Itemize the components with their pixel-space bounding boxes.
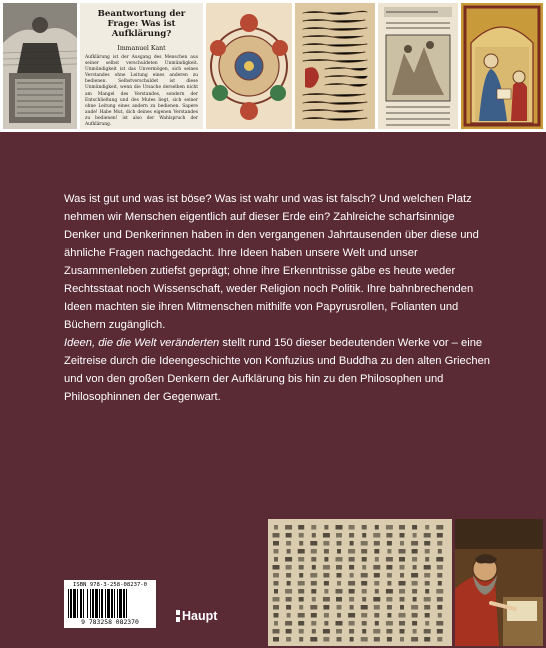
script-glyph — [311, 621, 316, 626]
script-glyph — [310, 573, 317, 578]
chinese-manuscript-image — [268, 519, 452, 646]
barcode-bar — [123, 589, 125, 618]
script-glyph — [399, 557, 405, 562]
script-glyph — [387, 541, 392, 546]
script-glyph — [298, 525, 304, 530]
script-glyph — [438, 581, 442, 586]
script-glyph — [386, 621, 393, 626]
script-glyph — [412, 549, 418, 554]
isbn-label: ISBN 978-3-258-08237-0 — [72, 582, 148, 588]
script-glyph — [437, 573, 442, 578]
illumination-image — [461, 3, 543, 129]
script-glyph — [350, 541, 354, 546]
script-glyph — [286, 605, 291, 610]
script-glyph — [349, 597, 354, 602]
script-glyph — [411, 541, 418, 546]
scholar-painting-picture — [455, 519, 543, 646]
script-glyph — [348, 549, 355, 554]
script-glyph — [361, 541, 368, 546]
script-glyph — [311, 525, 316, 530]
script-glyph — [424, 533, 431, 538]
script-glyph — [361, 613, 367, 618]
script-glyph — [424, 629, 431, 634]
barcode-bar — [117, 589, 118, 618]
script-glyph — [312, 629, 316, 634]
script-glyph — [362, 589, 367, 594]
script-glyph — [399, 581, 406, 586]
script-glyph — [412, 525, 417, 530]
script-glyph — [311, 581, 317, 586]
barcode-bar — [83, 589, 84, 618]
script-glyph — [436, 557, 443, 562]
barcode-bar — [111, 589, 113, 618]
script-glyph — [274, 581, 279, 586]
script-glyph — [374, 613, 379, 618]
script-glyph — [436, 589, 443, 594]
isbn-digits: 9 783258 082370 — [81, 618, 139, 626]
script-glyph — [362, 557, 367, 562]
medieval-diagram-picture — [206, 3, 292, 129]
script-glyph — [400, 565, 405, 570]
kant-text-page — [80, 3, 203, 129]
engraving-image — [3, 3, 77, 129]
script-glyph — [373, 597, 380, 602]
script-glyph — [399, 589, 405, 594]
back-cover-blurb — [64, 190, 492, 406]
script-glyph — [274, 549, 279, 554]
barcode-bar — [68, 589, 69, 618]
kant-author: Immanuel Kant — [117, 45, 166, 52]
script-glyph — [349, 589, 355, 594]
script-glyph — [323, 573, 329, 578]
script-glyph — [399, 613, 406, 618]
script-glyph — [425, 621, 429, 626]
script-glyph — [273, 605, 279, 610]
barcode-bar — [107, 589, 110, 618]
script-glyph — [286, 533, 292, 538]
script-glyph — [310, 541, 317, 546]
script-glyph — [374, 541, 380, 546]
publisher-name: Haupt — [182, 609, 218, 623]
script-glyph — [273, 637, 279, 642]
script-glyph — [438, 613, 442, 618]
script-glyph — [273, 541, 279, 546]
script-glyph — [286, 629, 292, 634]
script-glyph — [299, 533, 304, 538]
script-glyph — [386, 565, 392, 570]
script-glyph — [349, 621, 355, 626]
publisher-mark-icon — [176, 610, 180, 622]
script-glyph — [312, 565, 316, 570]
script-glyph — [336, 565, 342, 570]
script-glyph — [286, 565, 292, 570]
script-glyph — [324, 549, 329, 554]
script-glyph — [350, 637, 354, 642]
script-glyph — [299, 605, 303, 610]
script-glyph — [285, 525, 292, 530]
script-glyph — [285, 557, 292, 562]
early-print-picture — [378, 3, 458, 129]
barcode-bar — [101, 589, 103, 618]
script-glyph — [374, 581, 379, 586]
script-glyph — [424, 597, 431, 602]
script-glyph — [425, 557, 429, 562]
script-glyph — [362, 533, 366, 538]
script-glyph — [361, 605, 368, 610]
script-glyph — [362, 597, 366, 602]
barcode-bar — [90, 589, 91, 618]
script-glyph — [274, 525, 278, 530]
barcode-bar — [77, 589, 78, 618]
barcode-bar — [70, 589, 72, 618]
script-glyph — [337, 637, 342, 642]
script-glyph — [311, 549, 317, 554]
script-glyph — [324, 589, 328, 594]
script-glyph — [425, 589, 429, 594]
script-glyph — [274, 613, 279, 618]
script-glyph — [386, 525, 393, 530]
script-glyph — [312, 597, 316, 602]
script-glyph — [387, 581, 391, 586]
script-glyph — [386, 557, 393, 562]
script-glyph — [273, 597, 280, 602]
script-glyph — [424, 565, 431, 570]
script-glyph — [336, 589, 343, 594]
script-glyph — [336, 525, 343, 530]
engraving-picture — [3, 3, 77, 129]
script-glyph — [374, 549, 379, 554]
script-glyph — [337, 581, 341, 586]
script-glyph — [349, 557, 355, 562]
script-glyph — [337, 541, 342, 546]
script-glyph — [413, 597, 417, 602]
script-glyph — [437, 597, 443, 602]
script-glyph — [373, 629, 380, 634]
script-glyph — [413, 533, 417, 538]
script-glyph — [375, 621, 379, 626]
script-glyph — [312, 533, 316, 538]
script-glyph — [323, 597, 330, 602]
barcode-bar — [119, 589, 122, 618]
script-glyph — [336, 597, 342, 602]
barcode-bar — [114, 589, 115, 618]
script-glyph — [324, 581, 329, 586]
script-glyph — [274, 589, 278, 594]
script-glyph — [412, 613, 418, 618]
script-glyph — [287, 549, 291, 554]
barcode-bar — [87, 589, 88, 618]
blurb-paragraph-2-text: stellt rund 150 dieser bedeutenden Werke vor – eine Zeitreise durch die Ideengeschichte von Konfuzius und Buddha zu den alten Griechen und von den großen Denkern der Aufklärung bis hin zu den Philosophen und Philosophinnen der Gegenwart. — [64, 337, 491, 403]
script-glyph — [323, 533, 330, 538]
scholar-painting-image — [455, 519, 543, 646]
script-glyph — [323, 541, 329, 546]
script-glyph — [350, 605, 354, 610]
script-glyph — [298, 621, 304, 626]
barcode-bar — [99, 589, 100, 618]
script-glyph — [386, 629, 392, 634]
script-glyph — [399, 621, 405, 626]
script-glyph — [412, 621, 417, 626]
script-glyph — [399, 525, 405, 530]
script-glyph — [437, 637, 442, 642]
script-glyph — [287, 613, 291, 618]
script-glyph — [424, 573, 430, 578]
script-glyph — [362, 621, 367, 626]
image-strip — [0, 0, 546, 132]
isbn-barcode — [64, 580, 156, 628]
handwritten-manuscript-picture — [295, 3, 375, 129]
script-glyph — [324, 613, 329, 618]
script-glyph — [299, 541, 303, 546]
script-glyph — [273, 573, 279, 578]
script-glyph — [285, 589, 292, 594]
script-glyph — [350, 573, 354, 578]
script-glyph — [298, 557, 304, 562]
barcode-bar — [95, 589, 98, 618]
script-glyph — [437, 565, 443, 570]
script-glyph — [425, 549, 430, 554]
script-glyph — [273, 533, 280, 538]
script-glyph — [387, 549, 391, 554]
script-glyph — [324, 557, 328, 562]
script-glyph — [411, 637, 418, 642]
script-glyph — [387, 573, 392, 578]
script-glyph — [386, 589, 393, 594]
script-glyph — [349, 565, 354, 570]
script-glyph — [362, 565, 366, 570]
script-glyph — [323, 565, 330, 570]
blurb-paragraph-1: Was ist gut und was ist böse? Was ist wahr und was ist falsch? Und welchen Platz nehmen wir Menschen eigentlich auf dieser Erde ein? Zahlreiche scharfsinnige Denker und Denkerinnen haben in den vergangenen Jahrtausenden über diese und ähnliche Fragen nachgedacht. Ihre Ideen haben unsere Welt und unser Zusammenleben zutiefst geprägt; ohne ihre Erkenntnisse gäbe es heute weder Rechtsstaat noch Wissenschaft, weder Religion noch Politik. Ihre bahnbrechenden Ideen machten sie ihren Mitmenschen mithilfe von Papyrusrollen, Folianten und Büchern zugänglich. — [64, 193, 479, 331]
script-glyph — [310, 605, 317, 610]
script-glyph — [273, 629, 280, 634]
script-glyph — [348, 613, 355, 618]
kant-title: Beantwortung der Frage: Was ist Aufklärung? — [97, 9, 186, 39]
script-glyph — [375, 557, 379, 562]
script-glyph — [349, 533, 354, 538]
script-glyph — [298, 589, 304, 594]
script-glyph — [399, 549, 406, 554]
script-glyph — [375, 589, 379, 594]
script-glyph — [424, 637, 430, 642]
script-glyph — [361, 637, 368, 642]
script-glyph — [412, 557, 417, 562]
script-glyph — [323, 637, 329, 642]
script-glyph — [400, 629, 405, 634]
script-glyph — [375, 525, 379, 530]
script-glyph — [324, 525, 328, 530]
script-glyph — [299, 573, 303, 578]
kant-text: Aufklärung ist der Ausgang des Menschen aus seiner selbst verschuldeten Unmündigkeit. Unmündigkeit ist das Unvermögen, sich seines Verstandes ohne Leitung eines anderen zu bedienen. Selbstverschuldet ist diese Unmündigkeit, wenn die Ursache derselben nicht am Mangel des Verstandes, sondern der Entschließung und des Mutes liegt, sich seiner ohne Leitung eines andern zu bedienen. Sapere aude! Habe Mut, dich deines eigenen Verstandes zu bedienen! ist also der Wahlspruch der Aufklärung. — [85, 55, 198, 128]
script-glyph — [323, 629, 330, 634]
publisher-logo — [176, 609, 217, 623]
script-glyph — [285, 621, 292, 626]
script-glyph — [400, 637, 404, 642]
medieval-diagram-image — [206, 3, 292, 129]
chinese-manuscript-picture — [268, 519, 452, 646]
script-glyph — [361, 573, 368, 578]
script-glyph — [287, 581, 291, 586]
script-glyph — [436, 621, 443, 626]
script-glyph — [437, 605, 442, 610]
script-glyph — [299, 597, 304, 602]
script-glyph — [361, 581, 367, 586]
script-glyph — [386, 533, 392, 538]
barcode-bar — [105, 589, 106, 618]
script-glyph — [362, 629, 366, 634]
script-glyph — [337, 549, 341, 554]
script-glyph — [412, 581, 418, 586]
script-glyph — [273, 565, 280, 570]
script-glyph — [348, 581, 355, 586]
barcode-bar — [126, 589, 127, 618]
script-glyph — [361, 549, 367, 554]
script-glyph — [437, 541, 442, 546]
script-glyph — [424, 541, 430, 546]
script-glyph — [274, 621, 278, 626]
script-glyph — [374, 605, 380, 610]
script-glyph — [299, 565, 304, 570]
handwritten-manuscript-image — [295, 3, 375, 129]
script-glyph — [286, 637, 291, 642]
script-glyph — [298, 581, 305, 586]
illumination-picture — [461, 3, 543, 129]
script-glyph — [413, 565, 417, 570]
script-glyph — [286, 597, 292, 602]
script-glyph — [310, 637, 317, 642]
script-glyph — [411, 605, 418, 610]
barcode-bar — [80, 589, 82, 618]
script-glyph — [400, 541, 404, 546]
script-glyph — [400, 533, 405, 538]
script-glyph — [425, 525, 429, 530]
barcode-bars — [67, 589, 153, 618]
script-glyph — [412, 589, 417, 594]
script-glyph — [311, 557, 316, 562]
script-glyph — [400, 605, 404, 610]
early-print-image — [378, 3, 458, 129]
script-glyph — [337, 613, 341, 618]
script-glyph — [413, 629, 417, 634]
script-glyph — [424, 605, 430, 610]
script-glyph — [436, 525, 443, 530]
script-glyph — [374, 573, 380, 578]
script-glyph — [387, 613, 391, 618]
script-glyph — [336, 557, 343, 562]
script-glyph — [336, 533, 342, 538]
script-glyph — [298, 613, 305, 618]
script-glyph — [400, 597, 405, 602]
script-glyph — [437, 629, 443, 634]
blurb-paragraph-2 — [64, 334, 492, 406]
script-glyph — [387, 605, 392, 610]
script-glyph — [374, 637, 380, 642]
script-glyph — [438, 549, 442, 554]
script-glyph — [298, 549, 305, 554]
script-glyph — [437, 533, 443, 538]
script-glyph — [337, 573, 342, 578]
script-glyph — [324, 621, 328, 626]
script-glyph — [311, 589, 316, 594]
script-glyph — [373, 565, 380, 570]
script-glyph — [286, 573, 291, 578]
script-glyph — [337, 605, 342, 610]
script-glyph — [387, 637, 392, 642]
script-glyph — [411, 573, 418, 578]
script-glyph — [323, 605, 329, 610]
script-glyph — [425, 613, 430, 618]
script-glyph — [299, 629, 304, 634]
book-title: Ideen, die die Welt veränderten — [64, 337, 220, 349]
script-glyph — [425, 581, 430, 586]
script-glyph — [336, 621, 343, 626]
script-glyph — [362, 525, 367, 530]
barcode-bar — [92, 589, 94, 618]
script-glyph — [299, 637, 303, 642]
script-glyph — [274, 557, 278, 562]
script-glyph — [311, 613, 317, 618]
script-glyph — [349, 629, 354, 634]
script-glyph — [386, 597, 392, 602]
script-glyph — [400, 573, 404, 578]
script-glyph — [373, 533, 380, 538]
barcode-bar — [73, 589, 76, 618]
script-glyph — [349, 525, 355, 530]
script-glyph — [336, 629, 342, 634]
script-glyph — [286, 541, 291, 546]
